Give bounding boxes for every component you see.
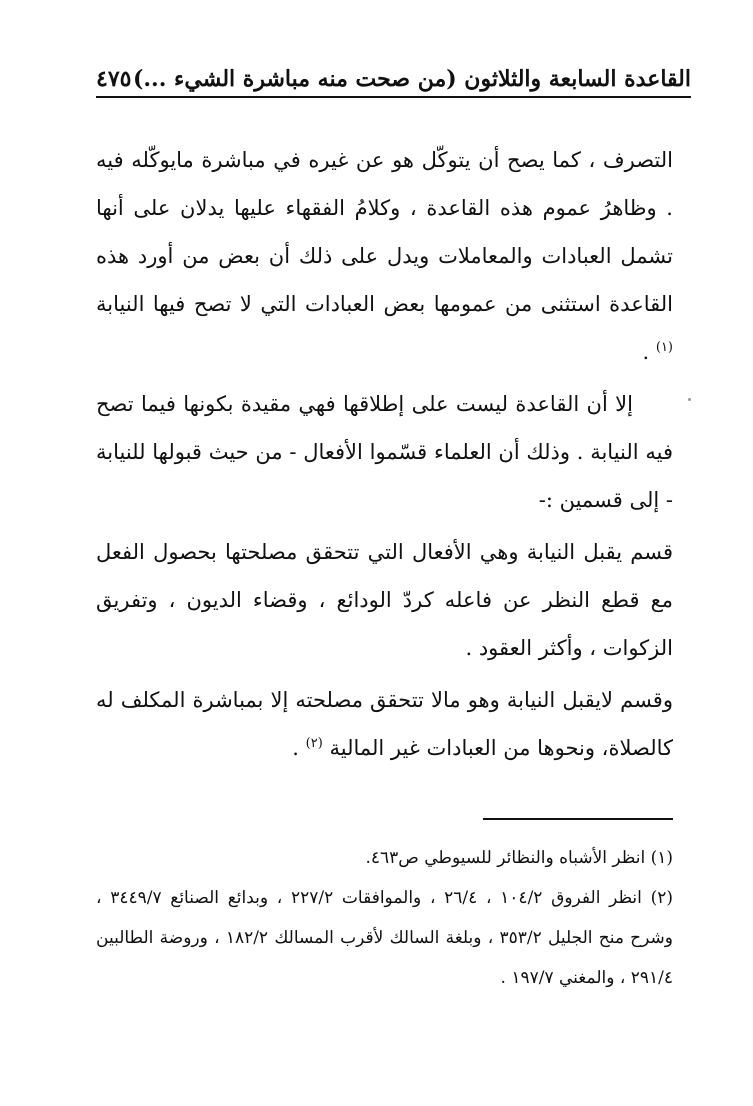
margin-speck — [688, 398, 691, 401]
footnote-1-text: انظر الأشباه والنظائر للسيوطي ص٤٦٣. — [365, 848, 646, 868]
paragraph-2 — [96, 380, 673, 524]
paragraph-4-text: وقسم لايقبل النيابة وهو مالا تتحقق مصلحته إلا بمباشرة المكلف له كالصلاة، ونحوها من العبادات غير المالية — [96, 688, 673, 760]
paragraph-4-tail: . — [292, 736, 299, 760]
footnote-1 — [96, 838, 673, 878]
paragraph-1-text: التصرف ، كما يصح أن يتوكّل هو عن غيره في مباشرة مايوكّله فيه . وظاهرُ عموم هذه القاعدة ، وكلامُ الفقهاء عليها يدلان على أنها تشمل العبادات والمعاملات ويدل على ذلك أن بعض من أورد هذه القاعدة استثنى من عمومها بعض العبادات التي لا تصح فيها النيابة — [96, 148, 673, 316]
footnotes — [96, 838, 673, 998]
page-header — [96, 58, 691, 98]
footnote-ref-2: (٢) — [305, 736, 323, 751]
footnote-divider — [483, 818, 673, 820]
main-text — [96, 136, 673, 776]
paragraph-1-tail: . — [642, 340, 650, 364]
paragraph-4 — [96, 676, 673, 772]
paragraph-1 — [96, 136, 673, 376]
footnote-2 — [96, 878, 673, 998]
paragraph-3 — [96, 528, 673, 672]
running-title: القاعدة السابعة والثلاثون (من صحت منه مباشرة الشيء ...) — [132, 66, 691, 92]
paragraph-2-text: إلا أن القاعدة ليست على إطلاقها فهي مقيدة بكونها فيما تصح فيه النيابة . وذلك أن العلماء قسّموا الأفعال - من حيث قبولها للنيابة - إلى قسمين :- — [96, 392, 673, 512]
footnote-1-number: (١) — [650, 848, 673, 868]
footnote-2-number: (٢) — [650, 888, 674, 908]
footnote-ref-1: (١) — [655, 340, 673, 355]
footnote-2-text: انظر الفروق ١٠٤/٢ ، ٢٦/٤ ، والموافقات ٢٢٧/٢ ، وبدائع الصنائع ٣٤٤٩/٧ ، وشرح منح الجليل ٣٥٣/٢ ، وبلغة السالك لأقرب المسالك ١٨٢/٢ ، وروضة الطالبين ٢٩١/٤ ، والمغني ١٩٧/٧ . — [96, 888, 673, 988]
page-number: ٤٧٥ — [96, 66, 132, 92]
paragraph-3-text: قسم يقبل النيابة وهي الأفعال التي تتحقق مصلحتها بحصول الفعل مع قطع النظر عن فاعله كردّ الودائع ، وقضاء الديون ، وتفريق الزكوات ، وأكثر العقود . — [96, 540, 673, 660]
